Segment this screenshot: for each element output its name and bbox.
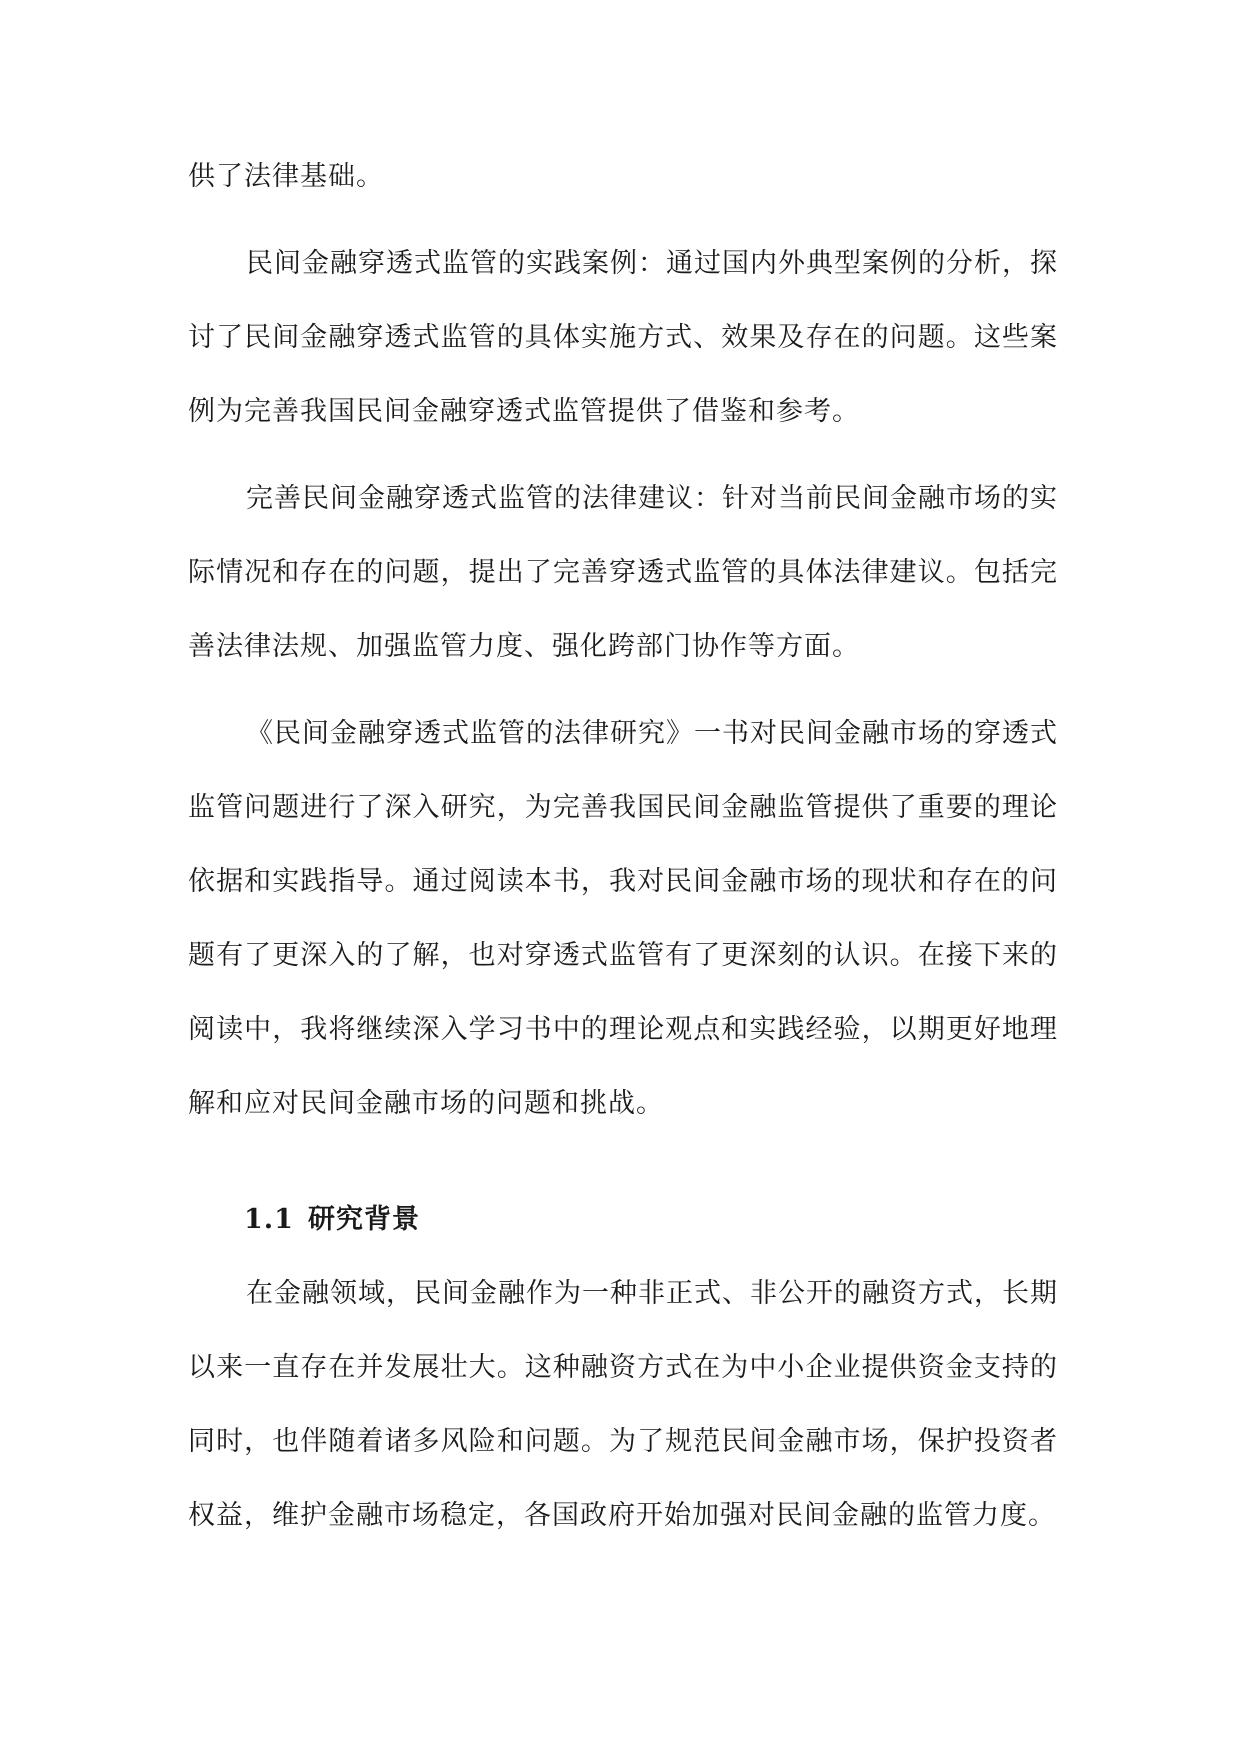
paragraph-research-background: 在金融领域，民间金融作为一种非正式、非公开的融资方式，长期以来一直存在并发展壮大。这种融资方式在为中小企业提供资金支持的同时，也伴随着诸多风险和问题。为了规范民间金融市场，保护投资者权益，维护金融市场稳定，各国政府开始加强对民间金融的监管力度。 (188, 1278, 1058, 1531)
paragraph-practice-cases: 民间金融穿透式监管的实践案例：通过国内外典型案例的分析，探讨了民间金融穿透式监管的具体实施方式、效果及存在的问题。这些案例为完善我国民间金融穿透式监管提供了借鉴和参考。 (188, 248, 1058, 427)
paragraph-book-summary: 《民间金融穿透式监管的法律研究》一书对民间金融市场的穿透式监管问题进行了深入研究，为完善我国民间金融监管提供了重要的理论依据和实践指导。通过阅读本书，我对民间金融市场的现状和存在的问题有了更深入的了解，也对穿透式监管有了更深刻的认识。在接下来的阅读中，我将继续深入学习书中的理论观点和实践经验，以期更好地理解和应对民间金融市场的问题和挑战。 (188, 718, 1058, 1119)
paragraph-legal-suggestions: 完善民间金融穿透式监管的法律建议：针对当前民间金融市场的实际情况和存在的问题，提出了完善穿透式监管的具体法律建议。包括完善法律法规、加强监管力度、强化跨部门协作等方面。 (188, 483, 1058, 662)
document-page (188, 140, 1058, 1566)
paragraph-continuation: 供了法律基础。 (188, 161, 384, 192)
section-heading (188, 1183, 1058, 1257)
section-title: 研究背景 (307, 1204, 420, 1235)
section-number: 1.1 (244, 1204, 294, 1235)
